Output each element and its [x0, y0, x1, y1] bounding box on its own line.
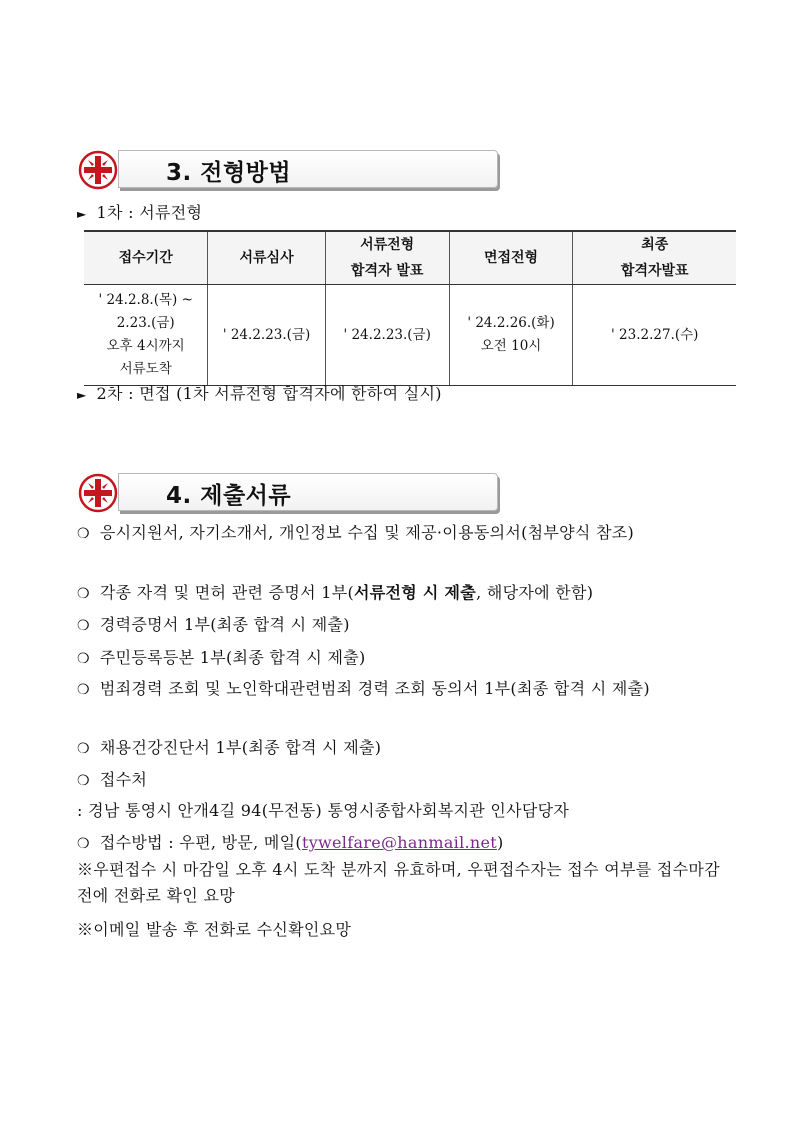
right-triangle-icon: ► — [77, 207, 87, 221]
hollow-circle-icon: ❍ — [77, 586, 90, 602]
header-cell: 최종 합격자발표 — [573, 231, 736, 285]
list-item: ❍ 경력증명서 1부(최종 합격 시 제출) — [77, 615, 350, 634]
table-cell: ' 23.2.27.(수) — [573, 285, 736, 386]
header-cell: 접수기간 — [84, 231, 208, 285]
list-item: ❍ 접수처 — [77, 770, 148, 789]
note-2: ※이메일 발송 후 전화로 수신확인요망 — [77, 920, 352, 939]
note-1: ※우편접수 시 마감일 오후 4시 도착 분까지 유효하며, 우편접수자는 접수 여부를 접수마감전에 전화로 확인 요망 — [77, 860, 720, 905]
table-cell: ' 24.2.23.(금) — [325, 285, 449, 386]
caritas-cross-logo-icon — [78, 473, 118, 513]
header-cell: 서류전형 합격자 발표 — [325, 231, 449, 285]
step-2-text: 2차 : 면접 (1차 서류전형 합격자에 한하여 실시) — [96, 384, 442, 403]
hollow-circle-icon: ❍ — [77, 651, 90, 667]
section-3-heading — [78, 150, 498, 190]
step-1-text: 1차 : 서류전형 — [96, 203, 203, 222]
hollow-circle-icon: ❍ — [77, 773, 90, 789]
right-triangle-icon: ► — [77, 388, 87, 402]
table-cell: ' 24.2.23.(금) — [208, 285, 325, 386]
section-title: 3. 전형방법 — [166, 160, 292, 186]
header-cell: 서류심사 — [208, 231, 325, 285]
list-item: ❍ 응시지원서, 자기소개서, 개인정보 수집 및 제공·이용동의서(첨부양식 참조) — [77, 523, 635, 542]
hollow-circle-icon: ❍ — [77, 618, 90, 634]
section-title: 4. 제출서류 — [166, 483, 292, 509]
hollow-circle-icon: ❍ — [77, 836, 90, 852]
header-cell: 면접전형 — [449, 231, 573, 285]
step-1-line — [77, 200, 202, 223]
table-cell: ' 24.2.26.(화) 오전 10시 — [449, 285, 573, 386]
section-4-heading — [78, 473, 498, 513]
list-item: ❍ 각종 자격 및 면허 관련 증명서 1부(서류전형 시 제출, 해당자에 한함) — [77, 583, 594, 602]
caritas-cross-logo-icon — [78, 150, 118, 190]
list-item: ❍ 접수방법 : 우편, 방문, 메일(tywelfare@hanmail.net) — [77, 833, 504, 852]
list-item: ❍ 주민등록등본 1부(최종 합격 시 제출) — [77, 648, 366, 667]
schedule-table — [84, 230, 736, 386]
hollow-circle-icon: ❍ — [77, 741, 90, 757]
address-line: : 경남 통영시 안개4길 94(무전동) 통영시종합사회복지관 인사담당자 — [77, 801, 570, 820]
hollow-circle-icon: ❍ — [77, 526, 90, 542]
list-item: ❍ 채용건강진단서 1부(최종 합격 시 제출) — [77, 738, 382, 757]
table-cell: ' 24.2.8.(목) ~ 2.23.(금) 오후 4시까지 서류도착 — [84, 285, 208, 386]
list-item: ❍ 범죄경력 조회 및 노인학대관련범죄 경력 조회 동의서 1부(최종 합격 시 제출) — [77, 679, 650, 698]
step-2-line — [77, 381, 442, 404]
email-link[interactable]: tywelfare@hanmail.net — [301, 833, 497, 852]
hollow-circle-icon: ❍ — [77, 682, 90, 698]
